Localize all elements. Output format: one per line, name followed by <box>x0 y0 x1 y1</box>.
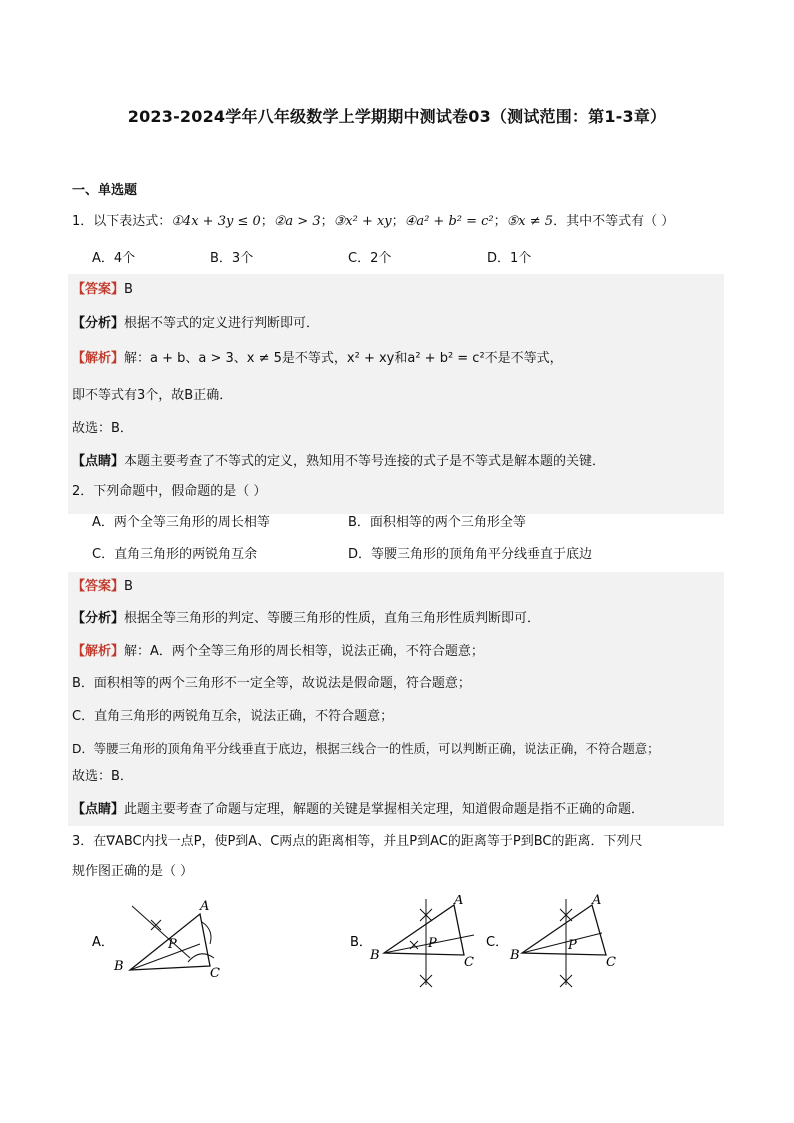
q3-b-label-P: P <box>428 936 437 951</box>
q1-analysis-text: 根据不等式的定义进行判断即可． <box>124 316 320 331</box>
q1-expr1: ①4x + 3y ≤ 0 <box>171 214 261 229</box>
q3-a-label-B: B <box>114 959 124 974</box>
q2-analysis <box>72 608 540 632</box>
q3-c-label-A: A <box>592 893 602 908</box>
q1-answer <box>72 279 133 303</box>
q1-stem-suffix: ．其中不等式有（ ） <box>553 214 675 229</box>
q1-answer-tag: 【答案】 <box>72 282 125 297</box>
q1-solution-tag: 【解析】 <box>72 351 125 366</box>
q2-solution <box>72 641 484 665</box>
q1-analysis <box>72 313 319 337</box>
q2-solution-line3: C．直角三角形的两锐角互余，说法正确，不符合题意； <box>72 709 394 724</box>
q1-option-d: D．1个 <box>487 251 532 266</box>
q2-comment-text: 此题主要考查了命题与定理，解题的关键是掌握相关定理，知道假命题是指不正确的命题． <box>124 802 645 817</box>
angle-bisector-line <box>522 933 602 953</box>
q2-option-d: D．等腰三角形的顶角角平分线垂直于底边 <box>348 547 593 562</box>
q2-answer-tag: 【答案】 <box>72 579 125 594</box>
perpendicular-bisector-line <box>132 906 190 958</box>
q1-comment <box>72 451 605 475</box>
q1-solution-line2: 即不等式有3个，故B正确． <box>72 388 233 403</box>
q1-answer-value: B <box>124 282 133 297</box>
q2-answer-value: B <box>124 579 133 594</box>
q2-solution-line2: B．面积相等的两个三角形不一定全等，故说法是假命题，符合题意； <box>72 676 471 691</box>
q2-option-a: A．两个全等三角形的周长相等 <box>92 515 270 530</box>
q3-stem-line1: 3．在∇ABC内找一点P，使P到A、C两点的距离相等，并且P到AC的距离等于P到BC的距离．下列尺 <box>72 834 643 849</box>
q2-stem: 2．下列命题中，假命题的是（ ） <box>72 484 267 499</box>
q1-stem-prefix: 1．以下表达式： <box>72 214 172 229</box>
q3-figure-c <box>484 893 624 988</box>
q2-comment <box>72 799 644 823</box>
q3-c-label-P: P <box>568 938 577 953</box>
cross-mark-icon <box>410 941 418 949</box>
q3-c-label-B: B <box>510 948 520 963</box>
q1-stem: 1．以下表达式：①4x + 3y ≤ 0；②a > 3；③x² + xy；④a² + b² = c²；⑤x ≠ 5．其中不等式有（ ） <box>72 214 675 229</box>
q2-comment-tag: 【点睛】 <box>72 802 125 817</box>
q1-comment-tag: 【点睛】 <box>72 454 125 469</box>
q2-answer <box>72 576 133 600</box>
q3-a-label-P: P <box>168 937 177 952</box>
q3-figure-a-option-label: A． <box>92 935 114 950</box>
q3-figure-c-option-label: C． <box>486 935 509 950</box>
q1-expr2: ②a > 3 <box>273 214 321 229</box>
q3-figure-a <box>88 900 248 980</box>
q3-a-label-A: A <box>200 900 210 914</box>
q1-comment-text: 本题主要考查了不等式的定义，熟知用不等号连接的式子是不等式是解本题的关键． <box>124 454 606 469</box>
q1-expr4: ④a² + b² = c² <box>404 214 494 229</box>
q3-figure-b <box>346 895 486 990</box>
q3-b-label-A: A <box>454 895 464 908</box>
q2-solution-line1: 解：A．两个全等三角形的周长相等，说法正确，不符合题意； <box>124 644 484 659</box>
q3-a-label-C: C <box>210 966 220 980</box>
q1-option-a: A．4个 <box>92 251 136 266</box>
q1-solution-line1: 解：a + b、a > 3、x ≠ 5是不等式，x² + xy和a² + b² = c²不是不等式， <box>124 351 563 366</box>
q2-analysis-text: 根据全等三角形的判定、等腰三角形的性质，直角三角形性质判断即可． <box>124 611 541 626</box>
q1-solution-line3: 故选：B． <box>72 421 133 436</box>
q3-b-label-B: B <box>370 948 380 963</box>
q3-b-label-C: C <box>464 955 474 970</box>
q2-solution-line4: D．等腰三角形的顶角角平分线垂直于底边，根据三线合一的性质，可以判断正确，说法正确，不符合题意； <box>72 742 660 756</box>
q1-option-b: B．3个 <box>210 251 254 266</box>
q2-option-b: B．面积相等的两个三角形全等 <box>348 515 526 530</box>
q3-figure-b-option-label: B． <box>350 935 372 950</box>
q1-option-c: C．2个 <box>348 251 392 266</box>
q1-solution <box>72 348 563 372</box>
q1-analysis-tag: 【分析】 <box>72 316 125 331</box>
q3-stem-line2: 规作图正确的是（ ） <box>72 864 194 879</box>
section-heading: 一、单选题 <box>72 183 138 198</box>
q2-option-c: C．直角三角形的两锐角互余 <box>92 547 258 562</box>
q1-expr5: ⑤x ≠ 5 <box>506 214 554 229</box>
q3-c-label-C: C <box>606 955 616 970</box>
arc-mark-icon <box>188 954 214 962</box>
page-title: 2023-2024学年八年级数学上学期期中测试卷03（测试范围：第1-3章） <box>127 107 667 126</box>
q2-solution-line5: 故选：B． <box>72 769 133 784</box>
q2-analysis-tag: 【分析】 <box>72 611 125 626</box>
q1-expr3: ③x² + xy <box>333 214 392 229</box>
q2-solution-tag: 【解析】 <box>72 644 125 659</box>
